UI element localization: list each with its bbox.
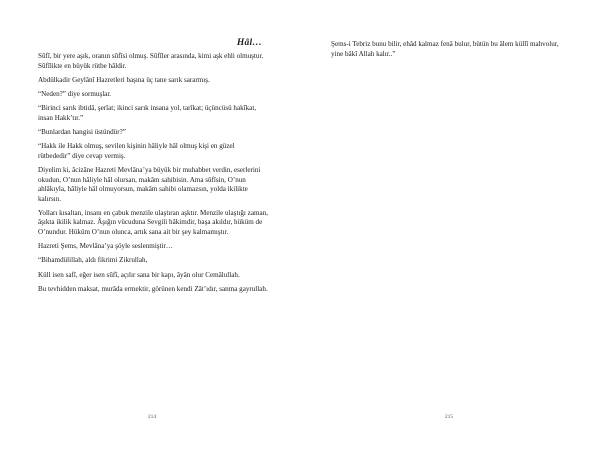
left-page-text (38, 52, 268, 299)
paragraph: “Birinci sarık ibtidâ, şerîat; ikinci sarık insana yol, tarîkat; üçüncüsü hakîkat, insan Hakk’tır.” (38, 104, 257, 122)
page-number-right: 215 (444, 414, 454, 420)
section-title: Hâl… (236, 38, 262, 48)
paragraph: “Bunlardan hangisi üstündür?” (38, 127, 126, 136)
right-page-text (331, 40, 567, 64)
paragraph: “Bihamdülillah, aldı fikrimi Zikrullah, (38, 256, 148, 265)
paragraph: “Hakk ile Hakk olmuş, sevilen kişinin hâliyle hâl olmuş kişi en güzel rütbededir” diye cevap vermiş. (38, 142, 235, 160)
paragraph: Hazreti Şems, Mevlâna’ya şöyle seslenmiştir… (38, 242, 173, 251)
right-page (300, 0, 600, 449)
paragraph: Abdülkadir Geylânî Hazretleri başına üç tane sarık sararmış. (38, 75, 210, 84)
paragraph: Diyelim ki, âcizâne Hazreti Mevlâna’ya büyük bir muhabbet verdin, eserlerini okudun, O’nun hâliyle hâl olursan, makâm sahibisin. Ama sûfîsin, O’nun ahlâkıyla, hâliyle hâl olmuyorsun, makâm sahibi olamazsın, yolda ikilikte kalırsın. (38, 165, 261, 203)
paragraph: Sûfî, bir yere aşık, oranın sûfîsi olmuş. Sûfîler arasında, kimi aşk ehli olmuştur. Sûfîlikte en büyük rütbe hâldir. (38, 52, 264, 70)
paragraph: Küll isen safî, eğer isen sûfî, açılır sana bir kapı, âyân olur Cemâlullah. (38, 270, 240, 279)
page-number-left: 214 (147, 414, 157, 420)
paragraph: Şems-i Tebriz bunu bilir, ehâd kalmaz fenâ bulur, bütün bu âlem küllî mahvolur, yine bâkî Allah kalır..” (331, 40, 559, 58)
paragraph: Yolları kısaltan, insanı en çabuk menzile ulaştıran aşktır. Menzile ulaştığı zaman, âşıkta ikilik kalmaz. Âşığın vücuduna Sevgili hâkimdir, başa akıldır, hüküm de O’nundur. Hüküm O’nun olunca, artık sana ait bir şey kalmamıştır. (38, 208, 268, 237)
paragraph: Bu tevhidden maksat, murâda ermektir, görünen kendi Zât’ıdır, sanma gayrullah. (38, 284, 268, 293)
paragraph: “Neden?” diye sormuşlar. (38, 89, 112, 98)
